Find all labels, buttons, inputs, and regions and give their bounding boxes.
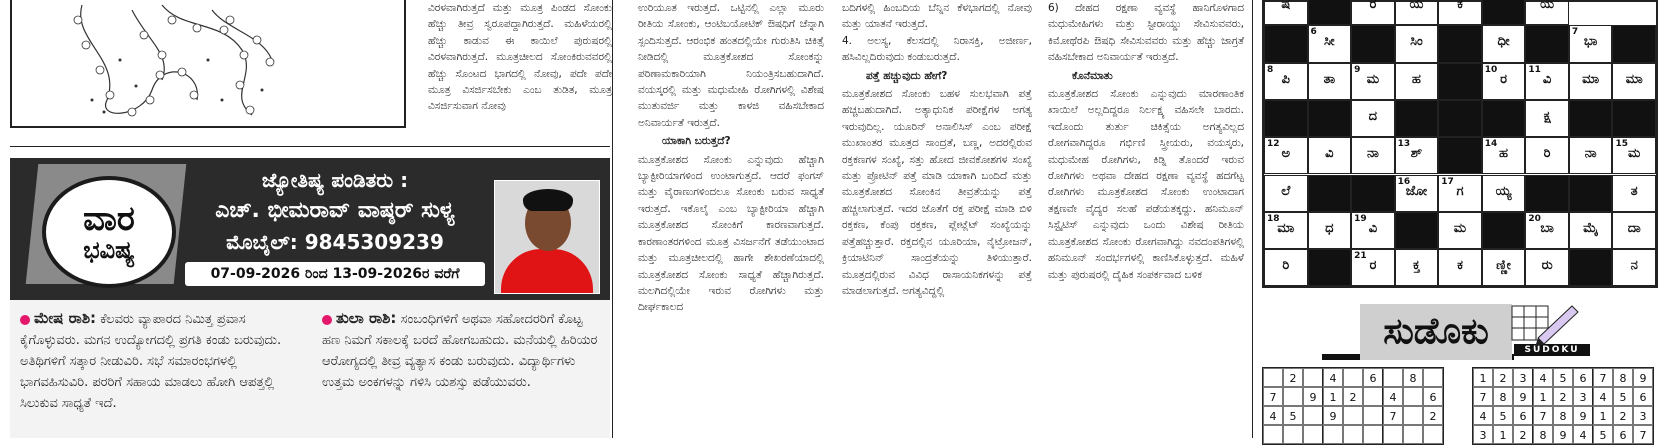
crossword-cell <box>1351 249 1395 286</box>
sudoku-cell: 2 <box>1423 406 1443 425</box>
crossword-black-cell <box>1438 100 1482 137</box>
sign-tula <box>322 308 602 393</box>
astrologer-title: ಜ್ಯೋತಿಷ್ಯ ಪಂಡಿತರು : <box>261 168 409 192</box>
sudoku-cell <box>1423 425 1443 444</box>
cell-letter: ಬಾ <box>1540 220 1554 236</box>
crossword-cell <box>1438 0 1482 25</box>
crossword-cell <box>1264 63 1308 100</box>
cell-letter: ರ <box>1369 0 1377 12</box>
crossword-cell <box>1482 175 1526 212</box>
cell-letter: ಯ <box>1540 0 1555 12</box>
crossword-cell <box>1525 137 1569 174</box>
cell-letter: ವಿ <box>1542 71 1552 87</box>
sudoku-cell: 7 <box>1263 387 1283 406</box>
crossword-cell <box>1308 25 1352 62</box>
article-paragraph: ಮೂತ್ರಕೋಶದ ಸೋಂಕು ಎನ್ನುವುದು ಮಾರಣಾಂತಿಕ ಖಾಯಿಲೆ ಅಲ್ಲದಿದ್ದರೂ ನಿರ್ಲಕ್ಷ್ಯ ವಹಿಸಲೇ ಬಾರದು. ಇದೊಂದು ತುರ್ತು ಚಿಕಿತ್ಸೆಯ ಅಗತ್ಯವಿಲ್ಲದ ರೋಗವಾಗಿದ್ದರೂ ಗರ್ಭಿಣಿ ಸ್ತ್ರೀಯರು, ವಯಸ್ಕರು, ಮಧುಮೇಹ ರೋಗಿಗಳು, ಕಿಡ್ನಿ ತೊಂದರೆ ಇರುವ ರೋಗಿಗಳು ಅಥವಾ ದೇಹದ ರಕ್ಷಣಾ ವ್ಯವಸ್ಥೆ ಹದಗೆಟ್ಟ ರೋಗಿಗಳು ಮೂತ್ರಕೋಶದ ಸೋಂಕು ಉಂಟಾದಾಗ ತಕ್ಷಣವೇ ವೈದ್ಯರ ಸಲಹೆ ಪಡೆಯತಕ್ಕದ್ದು. ಹನಿಮೂನ್ ಸಿಸ್ಟೈಟಿಸ್ ಎನ್ನುವುದು ಒಂದು ವಿಶೇಷ ರೀತಿಯ ಮೂತ್ರಕೋಶದ ಸೋಂಕು ರೋಗವಾಗಿದ್ದು ನವದಂಪತಿಗಳಲ್ಲಿ ಹನಿಮೂನ್ ಸಂದರ್ಭಗಳಲ್ಲಿ ಕಾಣಿಸಿಕೊಳ್ಳುತ್ತದೆ. ಮಹಿಳೆ ಮತ್ತು ಪುರುಷರಲ್ಲಿ ದೈಹಿಕ ಸಂಪರ್ಕವಾದ ಬಳಿಕ <box>1048 88 1244 281</box>
cell-letter: ರಿ <box>1543 146 1551 162</box>
crossword-cell <box>1612 137 1656 174</box>
article-column-3 <box>842 0 1032 438</box>
badge-line-2: ಭವಿಷ್ಯ <box>83 236 135 264</box>
crossword-cell <box>1351 0 1395 25</box>
crossword-grid <box>1262 0 1658 288</box>
clue-number: 15 <box>1615 139 1628 150</box>
sudoku-cell <box>1403 425 1423 444</box>
date-range: 07-09-2026 ರಿಂದ 13-09-2026ರ ವರೆಗೆ <box>185 262 485 286</box>
column-divider <box>1252 0 1253 438</box>
crossword-cell <box>1612 175 1656 212</box>
cell-letter: ಷ <box>1281 0 1291 12</box>
sudoku-cell: 3 <box>1473 425 1493 444</box>
sudoku-cell <box>1323 425 1343 444</box>
crossword-cell <box>1612 249 1656 286</box>
crossword-black-cell <box>1351 175 1395 212</box>
cell-letter: ಮಾ <box>1625 71 1643 87</box>
crossword-cell <box>1569 212 1613 249</box>
sudoku-cell <box>1263 368 1283 387</box>
cell-letter: ಮಾ <box>1582 71 1600 87</box>
article-subheading: ಪತ್ತೆ ಹಚ್ಚುವುದು ಹೇಗೆ? <box>866 69 948 82</box>
crossword-cell <box>1482 63 1526 100</box>
crossword-cell <box>1525 63 1569 100</box>
sudoku-cell <box>1303 406 1323 425</box>
crossword-cell <box>1525 212 1569 249</box>
crossword-cell <box>1525 0 1569 25</box>
clue-number: 13 <box>1397 139 1411 150</box>
sudoku-cell: 5 <box>1613 387 1633 406</box>
sudoku-cell <box>1283 425 1303 444</box>
cell-letter: ರ <box>1500 71 1507 87</box>
sudoku-cell: 4 <box>1263 406 1283 425</box>
crossword-black-cell <box>1308 0 1352 25</box>
sudoku-cell: 1 <box>1533 387 1553 406</box>
crossword-cell <box>1264 0 1308 25</box>
crossword-cell <box>1395 249 1439 286</box>
crossword-cell <box>1351 100 1395 137</box>
sudoku-cell: 1 <box>1593 406 1613 425</box>
article-paragraph: ಬದಿಗಳಲ್ಲಿ ಹಿಂಬದಿಯ ಬೆನ್ನಿನ ಕೆಳಭಾಗದಲ್ಲಿ ನೋವು ಮತ್ತು ಯಾತನೆ ಇರುತ್ತದೆ. <box>842 2 1032 31</box>
cell-letter: ಮ <box>1628 146 1641 162</box>
crossword-cell <box>1264 212 1308 249</box>
clue-number: 7 <box>1571 27 1579 38</box>
cell-letter: ಕ <box>1457 258 1463 274</box>
sudoku-solution-grid <box>1472 367 1654 445</box>
sudoku-puzzle-grid <box>1262 367 1444 445</box>
crossword-black-cell <box>1569 100 1613 137</box>
clue-number: 19 <box>1354 213 1367 224</box>
crossword-cell <box>1525 100 1569 137</box>
clue-number: 20 <box>1528 213 1541 224</box>
sudoku-cell <box>1403 406 1423 425</box>
crossword-black-cell <box>1612 25 1656 62</box>
sudoku-cell: 7 <box>1533 406 1553 425</box>
crossword-cell <box>1482 249 1526 286</box>
crossword-black-cell <box>1525 25 1569 62</box>
cell-letter: ಸೀ <box>1323 34 1335 50</box>
sudoku-cell: 2 <box>1493 368 1513 387</box>
article-paragraph: 6) ದೇಹದ ರಕ್ಷಣಾ ವ್ಯವಸ್ಥೆ ಹಾನಿಗೊಳಗಾದ ಮಧುಮೇಹಿಗಳು ಮತ್ತು ಸ್ಟೀರಾಯ್ಡು ಸೇವಿಸುವವರು, ಕಿಮೋಥೆರಪಿ ಔಷಧಿ ಸೇವಿಸುವವರು ಮತ್ತು ಹೆಚ್ಚು ಜಾಗ್ರತೆ ವಹಿಸಬೇಕಾದ ಅನಿವಾರ್ಯತೆ ಇರುತ್ತದೆ. <box>1048 2 1244 64</box>
cell-letter: ವಿ <box>1325 146 1334 162</box>
sudoku-cell: 6 <box>1573 368 1593 387</box>
clue-number: 10 <box>1484 64 1498 75</box>
sudoku-title: ಸುಡೊಕು <box>1360 304 1512 360</box>
crossword-cell <box>1438 249 1482 286</box>
sudoku-cell: 4 <box>1593 387 1613 406</box>
sudoku-cell: 1 <box>1493 425 1513 444</box>
sudoku-cell <box>1383 425 1403 444</box>
cell-letter: ತ <box>1630 183 1638 199</box>
sudoku-cell: 8 <box>1553 406 1573 425</box>
sudoku-cell: 4 <box>1383 387 1403 406</box>
sudoku-cell: 4 <box>1323 368 1343 387</box>
crossword-cell <box>1569 63 1613 100</box>
cell-letter: ಧೀ <box>1497 34 1510 50</box>
clue-number: 6 <box>1310 27 1317 38</box>
article-subheading: ಕೊನೆಮಾತು <box>1072 69 1113 82</box>
horoscope-badge <box>42 176 176 288</box>
crossword-cell <box>1308 63 1352 100</box>
crossword-black-cell <box>1612 100 1656 137</box>
sudoku-cell: 4 <box>1573 425 1593 444</box>
crossword-black-cell <box>1351 25 1395 62</box>
cell-letter: ಮೈ <box>1583 220 1599 236</box>
sudoku-cell: 5 <box>1493 406 1513 425</box>
sudoku-cell <box>1363 387 1383 406</box>
sign-mesha <box>20 308 288 414</box>
cell-letter: ವಿ <box>1368 220 1378 236</box>
cell-letter: ಲೆ <box>1281 183 1291 199</box>
sudoku-cell <box>1343 425 1363 444</box>
sudoku-cell: 5 <box>1593 425 1613 444</box>
astrologer-mobile: ಮೊಬೈಲ್: 9845309239 <box>226 230 444 254</box>
crossword-cell <box>1482 25 1526 62</box>
clue-number: 11 <box>1528 64 1541 75</box>
crossword-black-cell <box>1438 25 1482 62</box>
sudoku-cell: 2 <box>1613 406 1633 425</box>
sudoku-cell: 5 <box>1283 406 1303 425</box>
crossword-black-cell <box>1395 100 1439 137</box>
sudoku-cell: 2 <box>1283 368 1303 387</box>
astrologer-photo <box>494 180 600 294</box>
sudoku-cell: 9 <box>1573 406 1593 425</box>
crossword-cell <box>1525 249 1569 286</box>
cell-letter: ಅ <box>1281 146 1291 162</box>
article-paragraph: 4. ಅಲಸ್ಯ, ಕೆಲಸದಲ್ಲಿ ನಿರಾಸಕ್ತಿ, ಅಜೀರ್ಣ, ಹಸಿವಿಲ್ಲದಿರುವುದು ಕಂಡುಬರುತ್ತದೆ. <box>842 34 1032 64</box>
sudoku-cell <box>1343 406 1363 425</box>
article-paragraph: ಮೂತ್ರಕೋಶದ ಸೋಂಕು ಬಹಳ ಸುಲಭವಾಗಿ ಪತ್ತೆ ಹಚ್ಚಬಹುದಾಗಿದೆ. ಅತ್ಯಾಧುನಿಕ ಪರೀಕ್ಷೆಗಳ ಅಗತ್ಯ ಇರುವುದಿಲ್ಲ. ಯೂರಿನ್ ಅನಾಲಿಸಿಸ್ ಎಂಬ ಪರೀಕ್ಷೆ ಮುಖಾಂತರ ಮೂತ್ರದ ಸಾಂದ್ರತೆ, ಬಣ್ಣ, ಅದರಲ್ಲಿರುವ ರಕ್ತಕಣಗಳ ಸಂಖ್ಯೆ, ಸತ್ತು ಹೋದ ಜೀವಕೋಶಗಳ ಸಂಖ್ಯೆ ಮತ್ತು ಪ್ರೋಟಿನ್ ಪತ್ತೆ ಮಾಡಿ ಯಾಕಾಗಿ ಬಂದಿದೆ ಮತ್ತು ಮೂತ್ರಕೋಶದ ಸೋಂಕಿನ ತೀವ್ರತೆಯನ್ನು ಪತ್ತೆ ಹಚ್ಚಲಾಗುತ್ತದೆ. ಇದರ ಜೊತೆಗೆ ರಕ್ತ ಪರೀಕ್ಷೆ ಮಾಡಿ ಬಿಳಿ ರಕ್ತಕಣ, ಕೆಂಪು ರಕ್ತಕಣ, ಪ್ಲೇಟ್ಲೆಟ್ ಸಂಖ್ಯೆಯನ್ನು ಪತ್ತೆಹಚ್ಚುತ್ತಾರೆ. ರಕ್ತದಲ್ಲಿನ ಯೂರಿಯಾ, ನೈಟ್ರೋಜನ್, ಕ್ರಿಯಾಟಿನಿನ್ ಸಾಂದ್ರತೆಯನ್ನು ತಿಳಿಯುತ್ತಾರೆ. ಮೂತ್ರದಲ್ಲಿರುವ ವಿವಿಧ ರಾಸಾಯನಿಕಗಳನ್ನು ಪತ್ತೆ ಮಾಡಲಾಗುತ್ತದೆ. ಅಗತ್ಯವಿದ್ದಲ್ಲಿ <box>842 88 1032 297</box>
crossword-cell <box>1569 137 1613 174</box>
cell-letter: ಸಿಂ <box>1410 34 1423 50</box>
cell-letter: ಮ <box>1366 71 1380 87</box>
astrologer-name: ಎಚ್. ಭೀಮರಾವ್ ವಾಷ್ಠರ್ ಸುಳ್ಯ <box>215 198 455 223</box>
sudoku-cell: 6 <box>1423 387 1443 406</box>
crossword-cell <box>1264 175 1308 212</box>
crossword-cell <box>1569 25 1613 62</box>
article-column-2 <box>638 0 824 438</box>
cell-letter: ಶ್ <box>1410 146 1423 162</box>
crossword-black-cell <box>1395 212 1439 249</box>
sudoku-cell: 9 <box>1303 387 1323 406</box>
clue-number: 21 <box>1354 251 1367 262</box>
crossword-black-cell <box>1569 175 1613 212</box>
sudoku-cell: 1 <box>1323 387 1343 406</box>
cell-letter: ಮ <box>1453 220 1467 236</box>
cell-letter: ಜೋ <box>1405 183 1428 199</box>
sudoku-cell: 6 <box>1363 368 1383 387</box>
crossword-cell <box>1395 0 1439 25</box>
weekly-horoscope <box>10 158 610 438</box>
sudoku-cell <box>1383 368 1403 387</box>
sudoku-cell <box>1343 368 1363 387</box>
maze-drawing-icon <box>12 0 404 126</box>
sudoku-cell: 8 <box>1493 387 1513 406</box>
sign-text: ಕೆಲವರು ವ್ಯಾಪಾರದ ನಿಮಿತ್ತ ಪ್ರವಾಸ ಕೈಗೊಳ್ಳುವರು. ಮಗನ ಉದ್ಯೋಗದಲ್ಲಿ ಪ್ರಗತಿ ಕಂಡು ಬರುವುದು. ಅತಿಥಿಗಳಿಗೆ ಸತ್ಕಾರ ನೀಡುವಿರಿ. ಸಭೆ ಸಮಾರಂಭಗಳಲ್ಲಿ ಭಾಗವಹಿಸುವಿರಿ. ಪರರಿಗೆ ಸಹಾಯ ಮಾಡಲು ಹೋಗಿ ಆಪತ್ತಲ್ಲಿ ಸಿಲುಕುವ ಸಾಧ್ಯತೆ ಇದೆ. <box>20 312 282 411</box>
clue-number: 16 <box>1397 176 1411 187</box>
crossword-black-cell <box>1482 212 1526 249</box>
sudoku-cell <box>1363 425 1383 444</box>
cell-letter: ತಾ <box>1323 71 1336 87</box>
crossword-cell <box>1351 63 1395 100</box>
crossword-black-cell <box>1438 137 1482 174</box>
crossword-cell <box>1612 212 1656 249</box>
cell-letter: ಹ <box>1499 146 1509 162</box>
sudoku-cell: 5 <box>1553 368 1573 387</box>
crossword-black-cell <box>1482 0 1526 25</box>
sudoku-cell: 7 <box>1383 406 1403 425</box>
article-paragraph: ವಿರಳವಾಗಿರುತ್ತದೆ ಮತ್ತು ಮೂತ್ರ ಪಿಂಡದ ಸೋಂಕು ಹೆಚ್ಚು ತೀವ್ರ ಸ್ವರೂಪದ್ದಾಗಿರುತ್ತದೆ. ಮಹಿಳೆಯರಲ್ಲಿ ಹೆಚ್ಚು ಕಾಡುವ ಈ ಕಾಯಿಲೆ ಪುರುಷರಲ್ಲಿ ವಿರಳವಾಗಿರುತ್ತದೆ. ಮೂತ್ರಚೀಲದ ಸೋಂಕಿರುವವರಲ್ಲಿ ಹೆಚ್ಚು ಸೊಂಟದ ಭಾಗದಲ್ಲಿ ನೋವು, ಪದೇ ಪದೇ ಮೂತ್ರ ವಿಸರ್ಜಿಸಬೇಕು ಎಂಬ ತುಡಿತ, ಮೂತ್ರ ವಿಸರ್ಜಿಸುವಾಗ ನೋವು <box>428 2 612 113</box>
horoscope-body <box>10 300 610 438</box>
crossword-cell <box>1438 212 1482 249</box>
sign-name: ಮೇಷ ರಾಶಿ: <box>34 309 97 327</box>
sudoku-cell <box>1403 387 1423 406</box>
article-paragraph: ಮೂತ್ರಕೋಶದ ಸೋಂಕು ಎನ್ನುವುದು ಹೆಚ್ಚಾಗಿ ಬ್ಯಾಕ್ಟೀರಿಯಾಗಳಿಂದ ಉಂಟಾಗುತ್ತದೆ. ಆದರೆ ಫಂಗಸ್ ಮತ್ತು ವೈರಾಣುಗಳಿಂದಲೂ ಸೋಂಕು ಬರುವ ಸಾಧ್ಯತೆ ಇರುತ್ತದೆ. ಇಕೊಲೈ ಎಂಬ ಬ್ಯಾಕ್ಟೀರಿಯಾ ಹೆಚ್ಚಾಗಿ ಮೂತ್ರಕೋಶದ ಸೋಂಕಿಗೆ ಕಾರಣವಾಗುತ್ತದೆ. ಕಾರಣಾಂತರಗಳಿಂದ ಮೂತ್ರ ವಿಸರ್ಜನೆಗೆ ತಡೆಯುಂಟಾದ ಮತ್ತು ಮೂತ್ರಚೀಲದಲ್ಲಿ ಹಾಗೇ ಶೇಖರಣೆಯಾದಲ್ಲಿ ಮೂತ್ರಕೋಶದ ಸೋಂಕು ಸಾಧ್ಯತೆ ಹೆಚ್ಚಾಗಿರುತ್ತದೆ. ಮಲಗಿದಲ್ಲಿಯೇ ಇರುವ ರೋಗಿಗಳು ಮತ್ತು ದೀರ್ಘಕಾಲದ <box>638 153 824 314</box>
sudoku-cell: 9 <box>1553 425 1573 444</box>
clue-number: 14 <box>1484 139 1498 150</box>
sudoku-cell <box>1303 425 1323 444</box>
crossword-cell <box>1351 137 1395 174</box>
crossword-black-cell <box>1525 175 1569 212</box>
sudoku-cell: 6 <box>1613 425 1633 444</box>
cell-letter: ಧ <box>1325 220 1334 236</box>
crossword-cell <box>1395 175 1439 212</box>
clue-number: 8 <box>1267 64 1274 75</box>
column-divider <box>612 0 613 438</box>
crossword-cell <box>1395 63 1439 100</box>
puzzle-illustration <box>10 0 406 128</box>
sign-text: ಸಂಬಂಧಿಗಳಿಗೆ ಅಥವಾ ಸಹೋದರರಿಗೆ ಕೊಟ್ಟ ಹಣ ನಿಮಗೆ ಸಕಾಲಕ್ಕೆ ಬರದೆ ಹೋಗಬಹುದು. ಮನೆಯಲ್ಲಿ ಹಿರಿಯರ ಆರೋಗ್ಯದಲ್ಲಿ ತೀವ್ರ ವ್ಯತ್ಯಾಸ ಕಂಡು ಬರುವುದು. ವಿದ್ಯಾರ್ಥಿಗಳು ಉತ್ತಮ ಅಂಕಗಳನ್ನು ಗಳಿಸಿ ಯಶಸ್ಸು ಪಡೆಯುವರು. <box>322 312 598 390</box>
sudoku-cell: 3 <box>1573 387 1593 406</box>
sudoku-cell <box>1283 387 1303 406</box>
crossword-cell <box>1395 25 1439 62</box>
sudoku-cell: 2 <box>1513 425 1533 444</box>
crossword-black-cell <box>1264 25 1308 62</box>
sign-name: ತುಲಾ ರಾಶಿ: <box>336 309 397 327</box>
sudoku-cell <box>1263 425 1283 444</box>
crossword-black-cell <box>1308 175 1352 212</box>
crossword-cell <box>1612 63 1656 100</box>
crossword-cell <box>1264 249 1308 286</box>
clue-number: 17 <box>1441 176 1454 187</box>
cell-letter: ರು <box>1541 258 1553 274</box>
sudoku-cell: 6 <box>1513 406 1533 425</box>
cell-letter: ನಾ <box>1366 146 1379 162</box>
cell-letter: ನ <box>1630 258 1638 274</box>
sudoku-cell: 7 <box>1633 425 1653 444</box>
sudoku-cell: 8 <box>1613 368 1633 387</box>
sudoku-cell: 4 <box>1473 406 1493 425</box>
sudoku-cell: 1 <box>1473 368 1493 387</box>
cell-letter: ಭಾ <box>1583 34 1598 50</box>
crossword-cell <box>1351 212 1395 249</box>
cell-letter: ಕ್ತ <box>1412 258 1420 274</box>
crossword-black-cell <box>1308 249 1352 286</box>
crossword-black-cell <box>1264 100 1308 137</box>
bullet-icon <box>20 315 30 325</box>
cell-letter: ಪಿ <box>1281 71 1290 87</box>
sudoku-cell: 9 <box>1513 387 1533 406</box>
sudoku-cell: 8 <box>1533 425 1553 444</box>
article-subheading: ಯಾಕಾಗಿ ಬರುತ್ತದೆ? <box>662 135 731 148</box>
cell-letter: ರ <box>1369 258 1377 274</box>
sudoku-cell: 3 <box>1633 406 1653 425</box>
sudoku-cell <box>1423 368 1443 387</box>
sudoku-cell: 8 <box>1403 368 1423 387</box>
crossword-black-cell <box>1308 100 1352 137</box>
crossword-black-cell <box>1438 63 1482 100</box>
crossword-cell <box>1395 137 1439 174</box>
cell-letter: ಹ <box>1411 71 1421 87</box>
cell-letter: ನಾ <box>1584 146 1597 162</box>
crossword-cell <box>1308 212 1352 249</box>
crossword-cell <box>1482 137 1526 174</box>
clue-number: 9 <box>1354 64 1361 75</box>
horoscope-header <box>10 158 610 300</box>
sudoku-cell: 6 <box>1633 387 1653 406</box>
crossword-black-cell <box>1569 249 1613 286</box>
crossword-black-cell <box>1482 100 1526 137</box>
sudoku-cell: 7 <box>1473 387 1493 406</box>
sudoku-cell <box>1303 368 1323 387</box>
cell-letter: ಯ <box>1409 0 1424 12</box>
sudoku-cell: 7 <box>1593 368 1613 387</box>
cell-letter: ಗ <box>1456 183 1464 199</box>
sudoku-cell: 4 <box>1533 368 1553 387</box>
bullet-icon <box>322 315 332 325</box>
cell-letter: ಕ <box>1457 0 1463 12</box>
badge-line-1: ವಾರ <box>83 199 135 239</box>
crossword-cell <box>1438 175 1482 212</box>
crossword-cell <box>1308 137 1352 174</box>
article-paragraph: ಉರಿಯೂತ ಇರುತ್ತದೆ. ಒಟ್ಟಿನಲ್ಲಿ ಎಲ್ಲಾ ಮೂರು ರೀತಿಯ ಸೋಂಕು, ಆಂಟಿಬಯೋಟಿಕ್ ಔಷಧಿಗೆ ಚೆನ್ನಾಗಿ ಸ್ಪಂದಿಸುತ್ತದೆ. ಆರಂಭಿಕ ಹಂತದಲ್ಲಿಯೇ ಗುರುತಿಸಿ ಚಿಕಿತ್ಸೆ ನೀಡಿದಲ್ಲಿ ಮೂತ್ರಕೋಶದ ಸೋಂಕನ್ನು ಪರಿಣಾಮಕಾರಿಯಾಗಿ ನಿಯಂತ್ರಿಸಬಹುದಾಗಿದೆ. ವಯಸ್ಕರಲ್ಲಿ ಮತ್ತು ಮಧುಮೇಹಿ ರೋಗಿಗಳಲ್ಲಿ ವಿಶೇಷ ಮುತುವರ್ಜಿ ಮತ್ತು ಕಾಳಜಿ ವಹಿಸಬೇಕಾದ ಅನಿವಾರ್ಯತೆ ಇರುತ್ತದೆ. <box>638 2 824 129</box>
cell-letter: ರಿ <box>1282 258 1290 274</box>
sudoku-cell: 2 <box>1553 387 1573 406</box>
sudoku-cell: 9 <box>1633 368 1653 387</box>
sudoku-cell: 2 <box>1343 387 1363 406</box>
pencil-grid-icon <box>1508 298 1580 348</box>
crossword-cell <box>1264 137 1308 174</box>
cell-letter: ದ <box>1368 108 1378 124</box>
sudoku-cell: 3 <box>1513 368 1533 387</box>
section-divider <box>10 146 610 147</box>
clue-number: 18 <box>1267 213 1280 224</box>
sudoku-cell <box>1363 406 1383 425</box>
cell-letter: ಕ್ಷ <box>1543 108 1551 124</box>
cell-letter: ಣ್ಣೀ <box>1496 258 1511 274</box>
article-column-4 <box>1048 0 1244 438</box>
cell-letter: ಮಾ <box>1277 220 1295 236</box>
cell-letter: ದಾ <box>1627 220 1641 236</box>
sudoku-cell: 9 <box>1323 406 1343 425</box>
article-column-1 <box>428 0 612 140</box>
sudoku-subtitle: SUDOKU <box>1514 344 1590 356</box>
astrologer-info <box>180 166 490 286</box>
clue-number: 12 <box>1267 139 1280 150</box>
cell-letter: ಯ್ಯ <box>1495 183 1512 199</box>
